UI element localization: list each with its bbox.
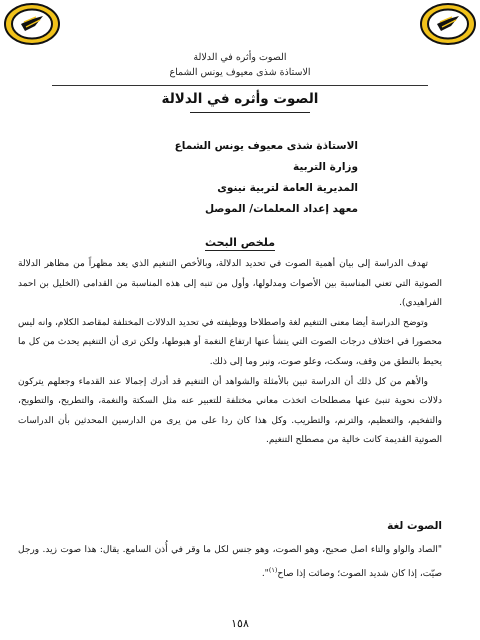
page-number: ١٥٨ (231, 617, 249, 630)
author-name: الاستاذة شذى معيوف يونس الشماع (174, 140, 358, 152)
abstract-paragraph-3: والأهم من كل ذلك أن الدراسة تبين بالأمثلة والشواهد أن التنغيم قد أدرك إجمالا عند القدماء وجعلهم يتركون دلالات نحوية تنبئ عنها مصطلحات اتخذت معاني مختلفة للتعبير عنه مثل السكتة والنغمة، والتطريح، والتطويح، والتفخيم، والتعظيم، والترنم، والتطريب. وكل هذا كان ردا على من يرى من الدارسين المحدثين بأن الدراسات الصوتية القديمة كانت خالية من مصطلح التنغيم. (18, 376, 442, 446)
book-badge-icon (2, 2, 62, 46)
section-text: "الصاد والواو والتاء اصل صحيح، وهو الصوت، وهو جنس لكل ما وقر في أُذن السامع. يقال: هذا صوت زيد. ورجل صيّت، إذا كان شديد الصوت؛ وصائت إذا صاح (18, 545, 442, 579)
abstract-heading-text: ملخص البحث (204, 236, 276, 249)
title-underline (190, 112, 310, 113)
running-head-title: الصوت وأثره في الدلالة (193, 52, 287, 63)
abstract-body (18, 255, 442, 451)
author-ministry: وزارة التربية (292, 161, 358, 173)
abstract-paragraph-1: تهدف الدراسة إلى بيان أهمية الصوت في تحديد الدلالة، وبالأخص التنغيم الذي يعد مظهراً من مظاهر الدلالة الصوتية التي تعني المناسبة بين الأصوات ومدلولها، وأول من تنبه إلى هذه المناسبة من القدامى (الخليل بن احمد الفراهيدي). (18, 259, 442, 309)
book-badge-left-svg (2, 2, 62, 46)
abstract-paragraph-2: وتوضح الدراسة أيضا معنى التنغيم لغة واصطلاحا ووظيفته في تحديد الدلالات المختلفة لمقاصد الكلام، وانه ليس محصورا في اختلاف درجات الصوت التي ينشأ عنها ارتفاع النغمة أو هبوطها، ولكن ترى أن التنغيم يحدث من كل ما يحيط بالنطق من وقف، وسكت، وعلو صوت، ونبر وما إلى ذلك. (18, 317, 442, 367)
section-body (18, 541, 442, 584)
section-paragraph (18, 541, 442, 584)
author-institute: معهد إعداد المعلمات/ الموصل (204, 203, 358, 215)
book-badge-icon (418, 2, 478, 46)
running-head-author: الاستاذة شذى معيوف يونس الشماع (169, 67, 311, 78)
abstract-heading (0, 236, 480, 249)
paper-title: الصوت وأثره في الدلالة (161, 91, 319, 107)
book-badge-right-svg (418, 2, 478, 46)
author-block (175, 136, 358, 220)
header-divider (52, 85, 428, 86)
running-head (0, 50, 480, 80)
section-heading: الصوت لغة (387, 520, 442, 532)
footnote-marker[interactable]: (١) (268, 565, 278, 574)
author-directorate: المديرية العامة لتربية نينوى (217, 182, 358, 194)
section-text-tail: ". (261, 568, 269, 579)
